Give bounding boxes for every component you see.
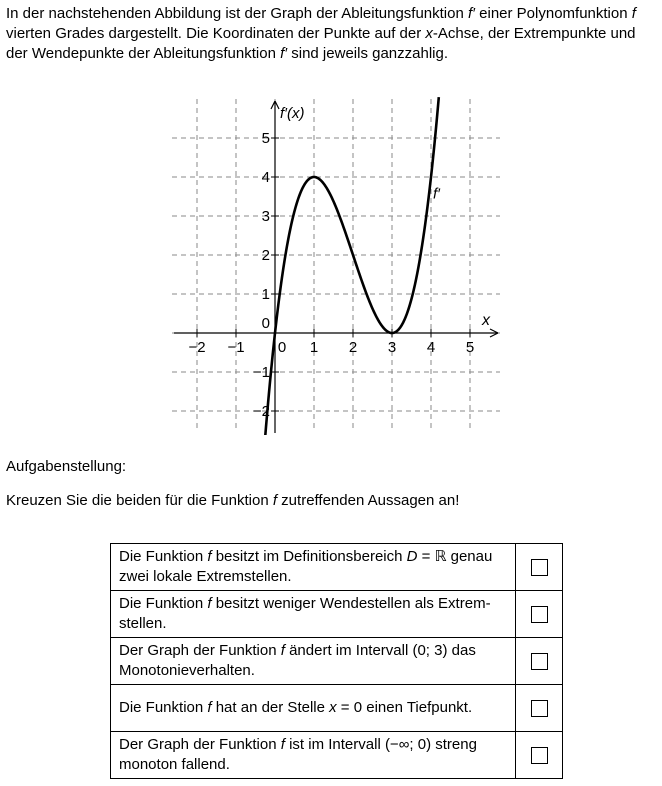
intro-paragraph [6,4,656,64]
x-tick-label: 5 [465,339,475,356]
derivative-graph [160,95,510,435]
option-row-2 [111,591,563,638]
intro-x: x [425,25,433,42]
option-checkbox-3[interactable] [531,653,548,670]
option-checkbox-cell-1 [516,544,563,591]
x-tick-label: 0 [277,339,287,356]
intro-f: f [631,5,636,22]
x-tick-label: 3 [387,339,397,356]
option-checkbox-4[interactable] [531,700,548,717]
option-2-text-a: Die Funktion [119,595,208,612]
task-instruction-2: zutreffenden Aussagen an! [277,492,460,509]
option-row-4 [111,685,563,732]
option-2-text-b: besitzt weniger Wendestellen als Extremstellen. [119,595,491,632]
x-tick-label: −2 [188,339,206,356]
x-tick-label: 4 [426,339,436,356]
x-axis-label: x [482,312,490,329]
y-tick-label: 4 [261,169,270,186]
derivative-graph-svg [160,95,510,435]
option-checkbox-cell-4 [516,685,563,732]
option-row-5 [111,732,563,779]
intro-text-4: -Achse, der Extrempunkte und der Wendepunkte der Ableitungsfunktion [6,25,636,62]
option-2-var-f: f [207,595,212,612]
y-tick-label: 5 [261,130,270,147]
intro-text-5: sind jeweils ganzzahlig. [287,45,448,62]
option-1-text-b: besitzt im Definitionsbereich [211,548,407,565]
option-4-text-b: hat an der Stelle [211,699,330,716]
option-3-var-f: f [280,642,285,659]
option-3-text-b: ändert im Intervall (0; 3) das Monotonieverhalten. [119,642,476,679]
option-3-text-a: Der Graph der Funktion [119,642,281,659]
option-5-var-f: f [280,736,285,753]
y-tick-label: −1 [252,364,270,381]
option-1-var-f: f [207,548,212,565]
option-checkbox-cell-5 [516,732,563,779]
option-1-var-d: D [406,548,418,565]
option-4-var-x: x [329,699,337,716]
y-tick-label: 1 [261,286,270,303]
option-checkbox-5[interactable] [531,747,548,764]
option-checkbox-cell-2 [516,591,563,638]
intro-text-3: vierten Grades dargestellt. Die Koordinaten der Punkte auf der [6,25,426,42]
task-instruction [6,492,459,509]
option-statement-3 [111,638,516,685]
option-checkbox-cell-3 [516,638,563,685]
option-checkbox-2[interactable] [531,606,548,623]
option-5-text-b: ist im Intervall (−∞; 0) streng monoton fallend. [119,736,477,773]
option-4-text-a: Die Funktion [119,699,208,716]
answer-options-table [110,543,563,779]
task-heading: Aufgabenstellung: [6,458,127,475]
y-tick-label: 3 [261,208,270,225]
y-tick-label: 2 [261,247,270,264]
option-checkbox-1[interactable] [531,559,548,576]
y-tick-label: 0 [261,315,270,332]
intro-fprime-2: f′ [280,45,288,62]
option-statement-2 [111,591,516,638]
option-statement-1 [111,544,516,591]
x-tick-label: −1 [227,339,245,356]
option-1-text-c: = ℝ genau zwei lokale Extremstellen. [119,548,493,585]
option-statement-4 [111,685,516,732]
y-tick-label: −2 [252,403,270,420]
option-4-text-c: = 0 einen Tiefpunkt. [336,699,473,716]
task-instruction-f: f [272,492,278,509]
option-5-text-a: Der Graph der Funktion [119,736,281,753]
option-4-var-f: f [207,699,212,716]
x-tick-label: 1 [309,339,319,356]
derivative-curve [265,97,439,435]
y-axis-label: f′(x) [280,105,305,122]
x-tick-label: 2 [348,339,358,356]
intro-fprime-1: f′ [468,5,475,22]
option-statement-5 [111,732,516,779]
intro-text-1: In der nachstehenden Abbildung ist der Graph der Ableitungsfunktion [6,5,468,22]
task-instruction-1: Kreuzen Sie die beiden für die Funktion [6,492,273,509]
curve-label: f′ [432,185,440,203]
option-row-3 [111,638,563,685]
option-1-text-a: Die Funktion [119,548,208,565]
intro-text-2: einer Polynomfunktion [474,5,632,22]
option-row-1 [111,544,563,591]
